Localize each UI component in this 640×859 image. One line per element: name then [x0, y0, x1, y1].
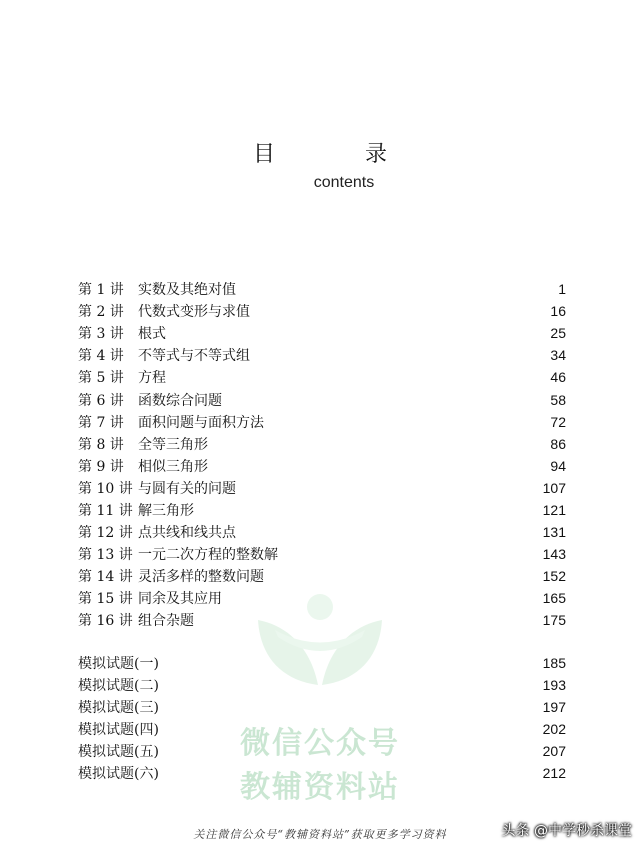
lecture-number: 第 14 讲 — [78, 569, 133, 586]
footer-note: 关注微信公众号“教辅资料站”获取更多学习资料 — [193, 828, 447, 841]
lecture-topic: 代数式变形与求值 — [138, 304, 250, 321]
toc-row[interactable] — [78, 278, 566, 300]
toc-row[interactable] — [78, 322, 566, 344]
page-number: 16 — [550, 303, 566, 320]
toc-row[interactable] — [78, 366, 566, 388]
lecture-topic: 函数综合问题 — [138, 392, 222, 409]
lecture-topic: 相似三角形 — [138, 458, 208, 475]
toc-row[interactable] — [78, 433, 566, 455]
lecture-number: 第 16 讲 — [78, 613, 133, 630]
lecture-topic: 点共线和线共点 — [138, 525, 236, 542]
mock-exam-title: 模拟试题(一) — [78, 655, 159, 672]
toc-row[interactable] — [78, 499, 566, 521]
mock-exam-row[interactable] — [78, 762, 566, 784]
page-number: 185 — [542, 654, 566, 671]
mock-exam-row[interactable] — [78, 652, 566, 674]
lecture-topic: 组合杂题 — [138, 613, 194, 630]
lecture-number: 第 9 讲 — [78, 458, 124, 475]
lecture-number: 第 10 讲 — [78, 480, 133, 497]
lecture-number: 第 1 讲 — [78, 282, 124, 299]
mock-exam-title: 模拟试题(五) — [78, 743, 159, 760]
toc-row[interactable] — [78, 388, 566, 410]
toc-row[interactable] — [78, 411, 566, 433]
page-number: 94 — [550, 457, 566, 474]
page-number: 152 — [542, 568, 566, 585]
lecture-topic: 根式 — [138, 326, 166, 343]
mock-exam-title: 模拟试题(六) — [78, 766, 159, 783]
page-number: 1 — [558, 281, 566, 298]
mock-exam-row[interactable] — [78, 718, 566, 740]
page-number: 58 — [550, 391, 566, 408]
page-number: 202 — [542, 720, 566, 737]
lecture-number: 第 3 讲 — [78, 326, 124, 343]
lecture-topic: 与圆有关的问题 — [138, 480, 236, 497]
page-number: 121 — [542, 501, 566, 518]
lecture-number: 第 4 讲 — [78, 348, 124, 365]
toc-row[interactable] — [78, 587, 566, 609]
page-number: 131 — [542, 524, 566, 541]
lecture-topic: 一元二次方程的整数解 — [138, 547, 278, 564]
page-number: 86 — [550, 435, 566, 452]
lecture-number: 第 15 讲 — [78, 591, 133, 608]
lecture-topic: 全等三角形 — [138, 436, 208, 453]
mock-exam-row[interactable] — [78, 674, 566, 696]
toc-row[interactable] — [78, 455, 566, 477]
page-number: 34 — [550, 347, 566, 364]
toc-row[interactable] — [78, 543, 566, 565]
lecture-number: 第 13 讲 — [78, 547, 133, 564]
toc-row[interactable] — [78, 300, 566, 322]
source-credit: 头条 @中学秒杀课堂 — [501, 823, 632, 839]
lecture-number: 第 6 讲 — [78, 392, 124, 409]
toc-row[interactable] — [78, 609, 566, 631]
lecture-topic: 方程 — [138, 370, 166, 387]
lecture-topic: 同余及其应用 — [138, 591, 222, 608]
section-gap — [78, 632, 566, 652]
toc-row[interactable] — [78, 521, 566, 543]
page-title: 目 录 — [252, 142, 421, 167]
page-number: 143 — [542, 546, 566, 563]
lecture-number: 第 11 讲 — [78, 502, 133, 519]
lecture-number: 第 12 讲 — [78, 525, 133, 542]
mock-exam-row[interactable] — [78, 696, 566, 718]
page-number: 207 — [542, 742, 566, 759]
page-number: 193 — [542, 676, 566, 693]
toc-row[interactable] — [78, 477, 566, 499]
page-subtitle: contents — [313, 174, 375, 191]
lecture-topic: 面积问题与面积方法 — [138, 414, 264, 431]
mock-exam-row[interactable] — [78, 740, 566, 762]
page-number: 46 — [550, 369, 566, 386]
lecture-topic: 不等式与不等式组 — [138, 348, 250, 365]
lecture-topic: 实数及其绝对值 — [138, 282, 236, 299]
page-number: 107 — [542, 479, 566, 496]
mock-exam-title: 模拟试题(三) — [78, 699, 159, 716]
table-of-contents — [78, 278, 566, 784]
lecture-number: 第 8 讲 — [78, 436, 124, 453]
lecture-topic: 解三角形 — [138, 502, 194, 519]
lecture-number: 第 5 讲 — [78, 370, 124, 387]
page-number: 197 — [542, 698, 566, 715]
lecture-number: 第 2 讲 — [78, 304, 124, 321]
page-number: 25 — [550, 325, 566, 342]
toc-row[interactable] — [78, 565, 566, 587]
mock-exam-title: 模拟试题(二) — [78, 677, 159, 694]
mock-exam-title: 模拟试题(四) — [78, 721, 159, 738]
page-number: 212 — [542, 765, 566, 782]
lecture-topic: 灵活多样的整数问题 — [138, 569, 264, 586]
watermark-text-line-1: 微信公众号 — [240, 726, 400, 761]
page-number: 165 — [542, 590, 566, 607]
page-number: 175 — [542, 612, 566, 629]
page-number: 72 — [550, 413, 566, 430]
lecture-number: 第 7 讲 — [78, 414, 124, 431]
toc-row[interactable] — [78, 344, 566, 366]
watermark-text-line-2: 教辅资料站 — [240, 770, 400, 805]
